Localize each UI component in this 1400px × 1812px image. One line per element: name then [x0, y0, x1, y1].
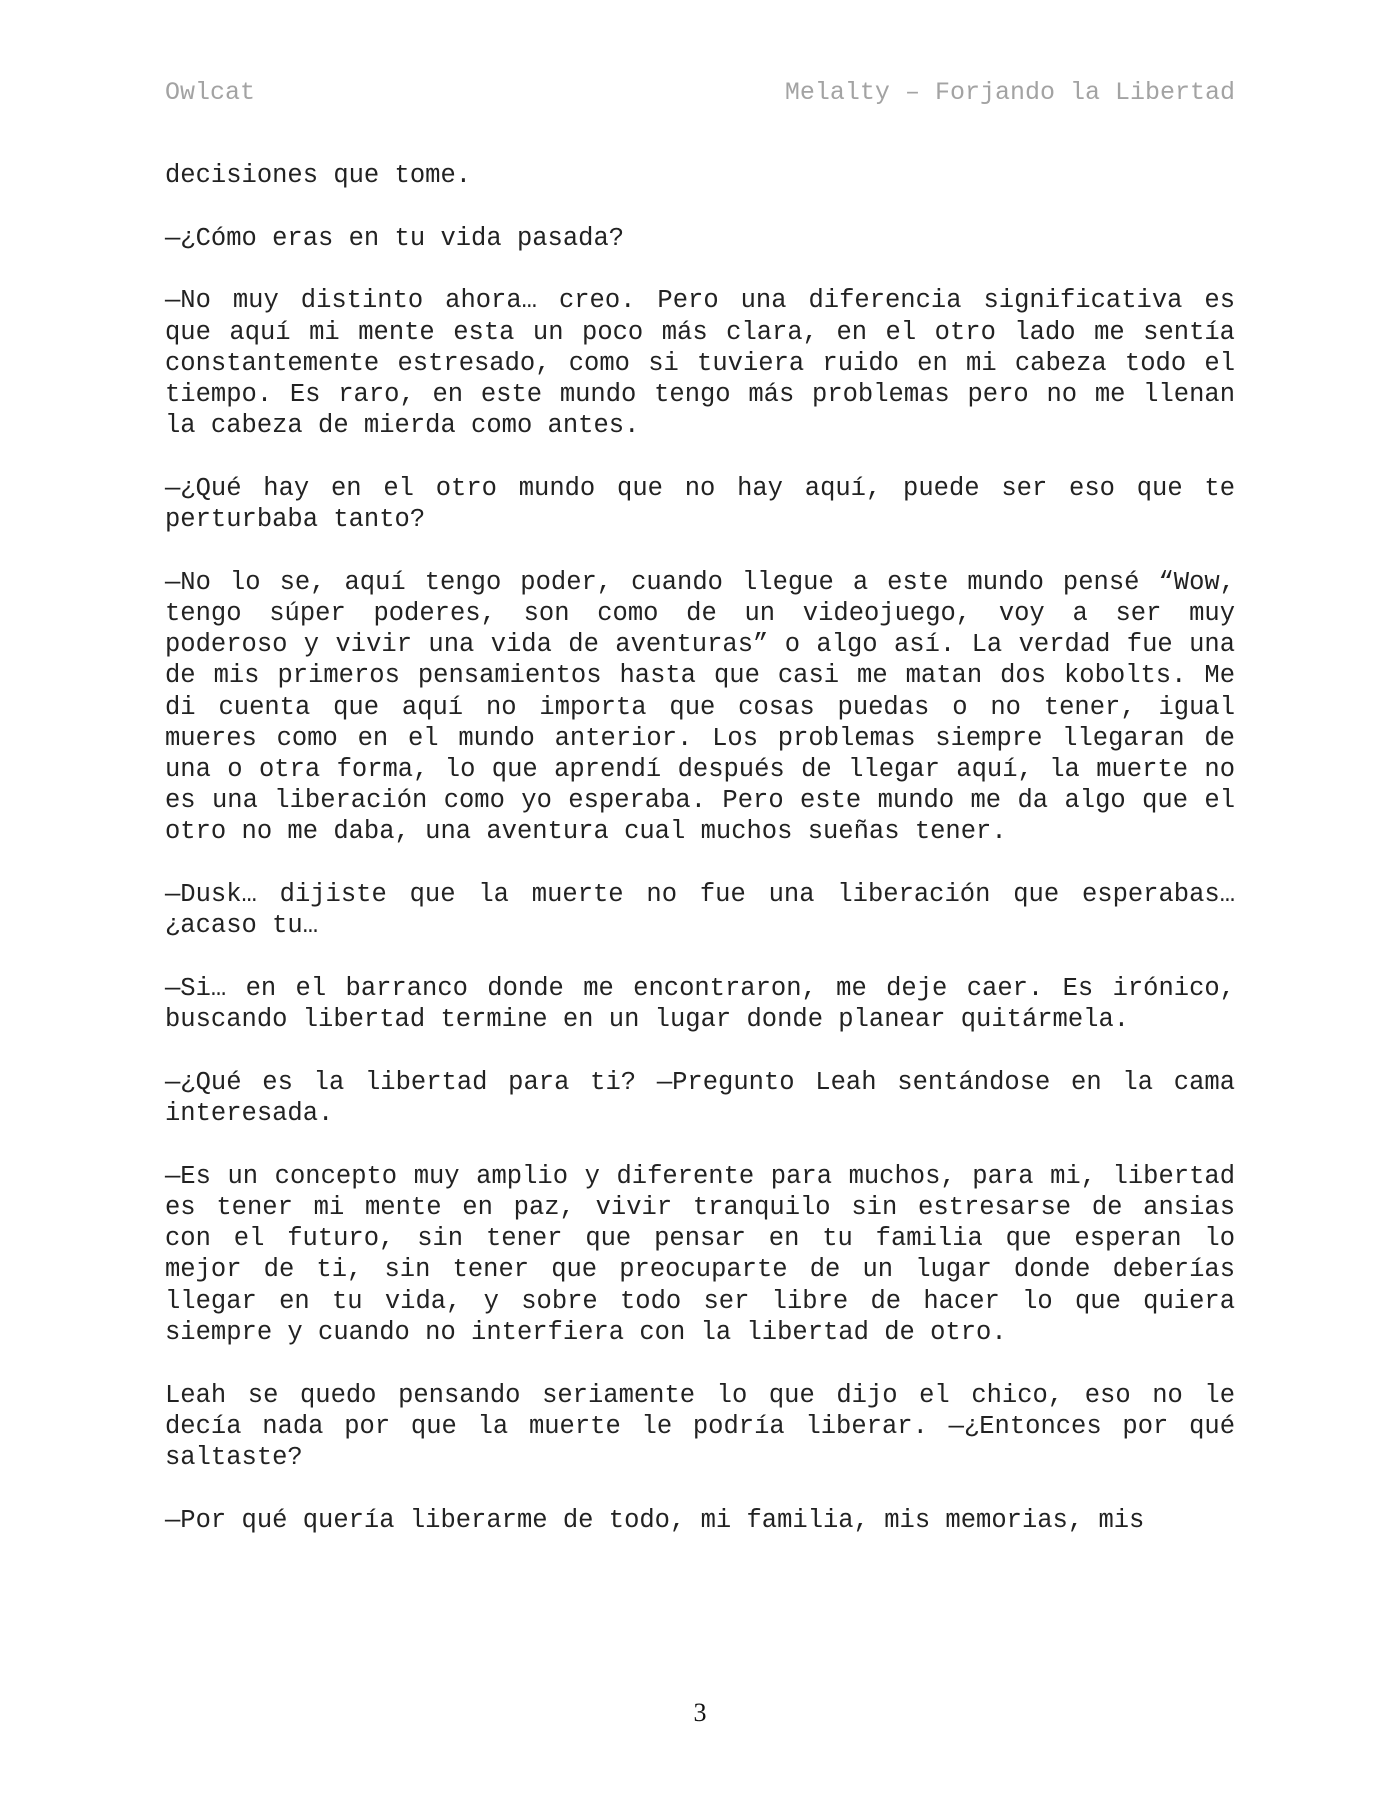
paragraph: —No lo se, aquí tengo poder, cuando llegue a este mundo pensé “Wow, tengo súper poderes, son como de un videojuego, voy a ser muy poderoso y vivir una vida de aventuras” o algo así. La verdad fue una de mis primeros pensamientos hasta que casi me matan dos kobolts. Me di cuenta que aquí no importa que cosas puedas o no tener, igual mueres como en el mundo anterior. Los problemas siempre llegaran de una o otra forma, lo que aprendí después de llegar aquí, la muerte no es una liberación como yo esperaba. Pero este mundo me da algo que el otro no me daba, una aventura cual muchos sueñas tener. [165, 567, 1235, 847]
body-text [165, 160, 1235, 1567]
paragraph: —¿Qué hay en el otro mundo que no hay aquí, puede ser eso que te perturbaba tanto? [165, 473, 1235, 535]
paragraph: —No muy distinto ahora… creo. Pero una diferencia significativa es que aquí mi mente esta un poco más clara, en el otro lado me sentía constantemente estresado, como si tuviera ruido en mi cabeza todo el tiempo. Es raro, en este mundo tengo más problemas pero no me llenan la cabeza de mierda como antes. [165, 286, 1235, 441]
paragraph: —Es un concepto muy amplio y diferente para muchos, para mi, libertad es tener mi mente en paz, vivir tranquilo sin estresarse de ansias con el futuro, sin tener que pensar en tu familia que esperan lo mejor de ti, sin tener que preocuparte de un lugar donde deberías llegar en tu vida, y sobre todo ser libre de hacer lo que quiera siempre y cuando no interfiera con la libertad de otro. [165, 1161, 1235, 1347]
paragraph: —Si… en el barranco donde me encontraron, me deje caer. Es irónico, buscando libertad termine en un lugar donde planear quitármela. [165, 974, 1235, 1035]
paragraph: Leah se quedo pensando seriamente lo que dijo el chico, eso no le decía nada por que la muerte le podría liberar. —¿Entonces por qué saltaste? [165, 1380, 1235, 1472]
running-header [165, 78, 1235, 107]
paragraph: —Dusk… dijiste que la muerte no fue una liberación que esperabas… ¿acaso tu… [165, 880, 1235, 941]
paragraph: —¿Qué es la libertad para ti? —Pregunto Leah sentándose en la cama interesada. [165, 1067, 1235, 1129]
paragraph: —¿Cómo eras en tu vida pasada? [165, 223, 625, 253]
header-author: Owlcat [165, 78, 256, 107]
paragraph: —Por qué quería liberarme de todo, mi familia, mis memorias, mis [165, 1505, 1145, 1535]
header-title: Melalty – Forjando la Libertad [784, 78, 1235, 107]
page-number: 3 [693, 1698, 707, 1727]
paragraph: decisiones que tome. [165, 161, 472, 190]
